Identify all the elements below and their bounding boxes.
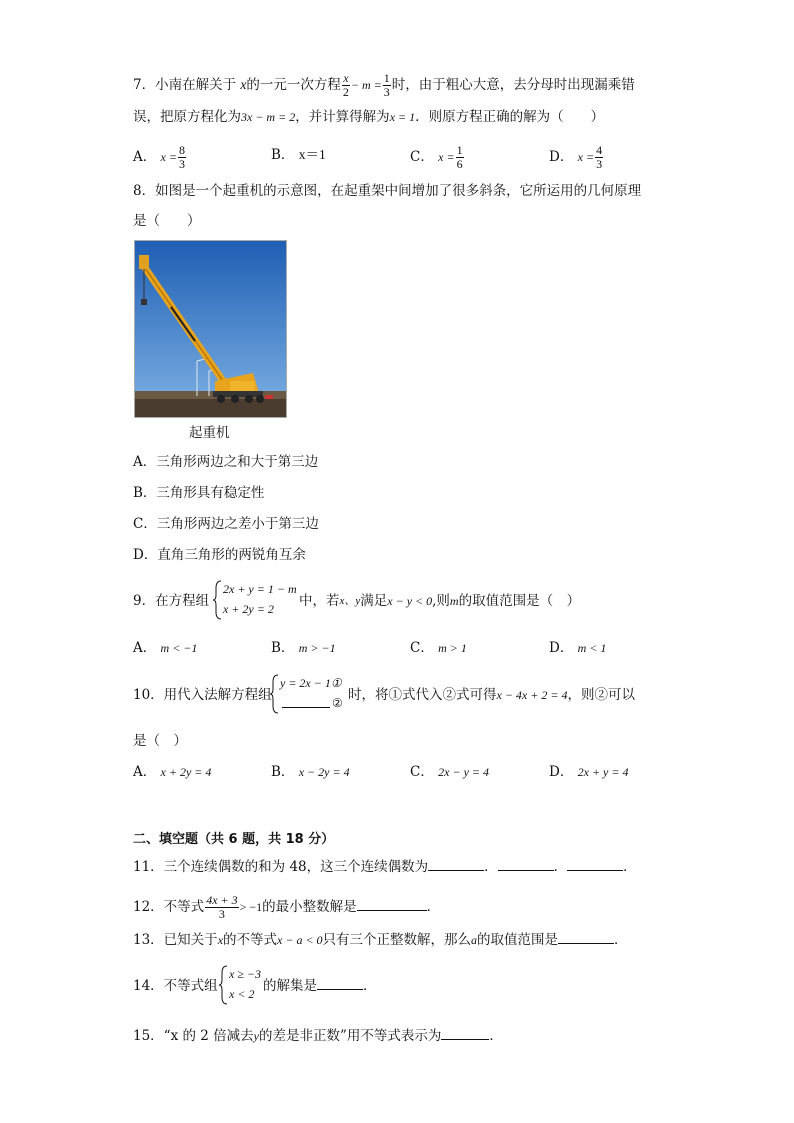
q7-option-c[interactable]: C． x = $\frac{1}{6}$ bbox=[410, 143, 463, 171]
answer-blank[interactable] bbox=[441, 1027, 489, 1040]
q7-option-b[interactable]: B． x＝1 bbox=[271, 147, 326, 163]
q10-equation-system: y = 2x − 1① ② bbox=[270, 674, 352, 714]
q14-line: 14．不等式组 bbox=[133, 978, 218, 994]
fraction: $\frac{1}{3}$ bbox=[383, 71, 390, 99]
answer-blank[interactable] bbox=[317, 977, 363, 990]
q14-inequality-system: x ≥ −3 x < 2 bbox=[219, 965, 269, 1005]
q8-option-a[interactable]: A．三角形两边之和大于第三边 bbox=[133, 454, 319, 470]
brace-icon bbox=[219, 965, 229, 1005]
section-title: 二、填空题（共 6 题，共 18 分） bbox=[133, 832, 335, 847]
q8-option-c[interactable]: C．三角形两边之差小于第三边 bbox=[133, 516, 319, 532]
brace-icon bbox=[213, 580, 223, 620]
q8-line1: 8．如图是一个起重机的示意图，在起重架中间增加了很多斜条，它所运用的几何原理 bbox=[133, 183, 642, 199]
q14-line-rest: 的解集是 ． bbox=[263, 978, 377, 994]
q7-line1: 7．小南在解关于 x的一元一次方程 $\frac{x}{2}$ − m = $\frac{1}{3}$ 时，由于粗心大意，去分母时出现漏乘错 bbox=[133, 71, 635, 99]
q9-option-b[interactable]: B． m > −1 bbox=[271, 640, 336, 656]
image-caption: 起重机 bbox=[189, 425, 230, 441]
q9-equation-system: 2x + y = 1 − m x + 2y = 2 bbox=[213, 580, 303, 620]
q13-line: 13．已知关于x的不等式x − a < 0只有三个正整数解，那么a的取值范围是 ． bbox=[133, 932, 628, 948]
answer-blank[interactable] bbox=[567, 858, 623, 871]
q8-option-b[interactable]: B．三角形具有稳定性 bbox=[133, 485, 265, 501]
crane-illustration bbox=[135, 241, 286, 417]
q10-line2: 是（ ） bbox=[133, 733, 187, 749]
q10-option-b[interactable]: B． x − 2y = 4 bbox=[271, 764, 350, 780]
answer-blank[interactable] bbox=[498, 858, 554, 871]
q7-line2: 误，把原方程化为3x − m = 2，并计算得解为x = 1．则原方程正确的解为（ ） bbox=[133, 109, 605, 125]
q7-option-a[interactable]: A． x = $\frac{8}{3}$ bbox=[133, 143, 185, 171]
q15-line: 15．“x 的 2 倍减去y的差是非正数”用不等式表示为 ． bbox=[133, 1028, 503, 1044]
q10-line1-rest: 时，将①式代入②式可得x − 4x + 2 = 4，则②可以 bbox=[348, 687, 635, 703]
answer-blank[interactable] bbox=[357, 898, 427, 911]
fraction: $\frac{x}{2}$ bbox=[342, 71, 349, 99]
q8-line2: 是（ ） bbox=[133, 213, 201, 229]
answer-blank[interactable] bbox=[282, 707, 330, 708]
q8-option-d[interactable]: D．直角三角形的两锐角互余 bbox=[133, 547, 306, 563]
brace-icon bbox=[270, 674, 280, 714]
q9-line-rest: 中，若$^{x、y}$满足x − y < 0,则m的取值范围是（ ） bbox=[299, 593, 581, 609]
q7-option-d[interactable]: D． x = $\frac{4}{3}$ bbox=[549, 143, 603, 171]
q10-option-a[interactable]: A． x + 2y = 4 bbox=[133, 764, 212, 780]
q9-option-a[interactable]: A． m < −1 bbox=[133, 640, 198, 656]
q10-option-d[interactable]: D． 2x + y = 4 bbox=[549, 764, 629, 780]
answer-blank[interactable] bbox=[558, 931, 614, 944]
q10-line1: 10．用代入法解方程组 bbox=[133, 687, 272, 703]
answer-blank[interactable] bbox=[428, 858, 484, 871]
crane-image bbox=[134, 240, 287, 418]
q9-option-d[interactable]: D． m < 1 bbox=[549, 640, 607, 656]
q10-option-c[interactable]: C． 2x − y = 4 bbox=[410, 764, 489, 780]
q9-line: 9．在方程组 bbox=[133, 593, 210, 609]
q9-option-c[interactable]: C． m > 1 bbox=[410, 640, 467, 656]
q11-line: 11．三个连续偶数的和为 48，这三个连续偶数为 ． ． ． bbox=[133, 859, 637, 875]
q12-line: 12．不等式 $\frac{4x + 3}{3}$ > −1的最小整数解是 ． bbox=[133, 893, 441, 921]
